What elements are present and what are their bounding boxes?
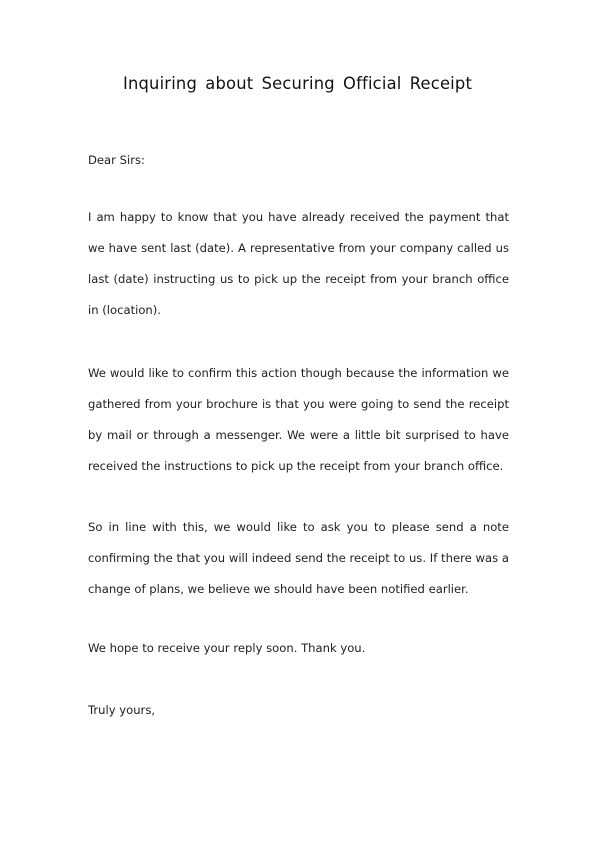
paragraph-3: So in line with this, we would like to ask you to please send a note confirming the that you will indeed send the receipt to us. If there was a change of plans, we believe we should have been notified earlier. — [88, 520, 509, 596]
closing: Truly yours, — [88, 703, 156, 717]
paragraph-4: We hope to receive your reply soon. Thank you. — [88, 641, 366, 655]
paragraph-2: We would like to confirm this action though because the information we gathered from your brochure is that you were going to send the receipt by mail or through a messenger. We were a little bit surprised to have received the instructions to pick up the receipt from your branch office. — [88, 366, 509, 473]
salutation: Dear Sirs: — [88, 153, 145, 167]
paragraph-1: I am happy to know that you have already received the payment that we have sent last (date). A representative from your company called us last (date) instructing us to pick up the receipt from your branch office in (location). — [88, 210, 509, 317]
letter-title: Inquiring about Securing Official Receipt — [122, 74, 473, 94]
